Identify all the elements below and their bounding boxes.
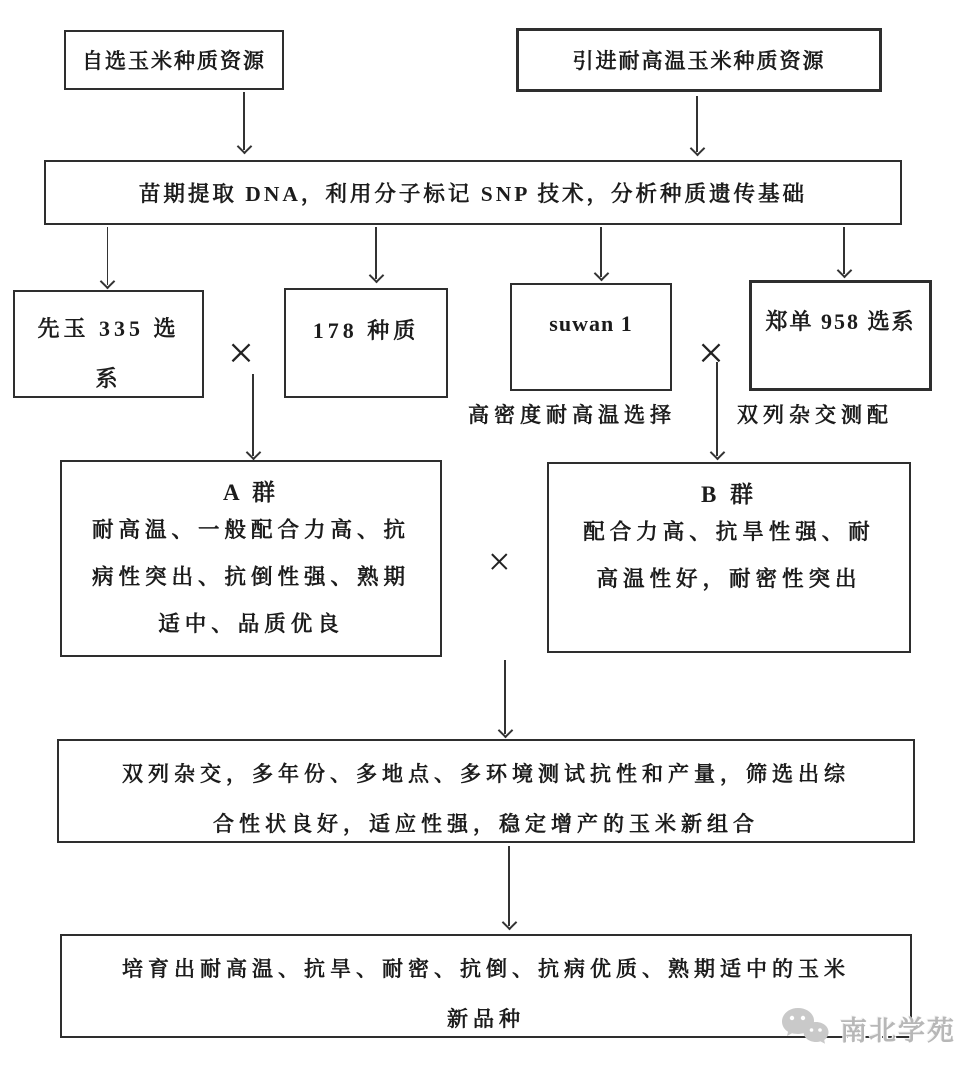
node-group-b-title: B 群 [700,482,758,507]
node-xianyu-335-line2: 系 [95,366,122,391]
node-new-variety-line1: 培育出耐高温、抗旱、耐密、抗倒、抗病优质、熟期适中的玉米 [122,957,850,981]
arrow-down-icon [243,92,245,150]
arrow-down-icon [252,374,254,456]
node-new-variety [60,934,912,1038]
node-zhengdan-958-label: 郑单 958 选系 [765,309,916,334]
watermark-text: 南北学苑 [840,1015,956,1046]
node-self-selected-germplasm-label: 自选玉米种质资源 [82,49,266,73]
node-178-germplasm [284,288,448,398]
node-self-selected-germplasm [64,30,284,90]
node-xianyu-335-line1: 先玉 335 选 [37,316,180,341]
label-high-density-selection: 高密度耐高温选择 [468,403,676,427]
node-178-germplasm-label: 178 种质 [312,318,420,343]
node-suwan1-label: suwan 1 [549,311,633,336]
node-dna-snp-analysis [44,160,902,225]
node-zhengdan-958 [749,280,932,391]
node-group-a-line2: 病性突出、抗倒性强、熟期 [91,565,410,589]
node-diallel-testing-line1: 双列杂交，多年份、多地点、多环境测试抗性和产量，筛选出综 [122,762,850,786]
arrow-down-icon [843,227,845,274]
arrow-down-icon [600,227,602,277]
node-group-a-title: A 群 [222,480,280,505]
cross-symbol-1: × [228,327,254,378]
node-group-a-line1: 耐高温、一般配合力高、抗 [91,518,410,542]
arrow-down-icon [107,227,108,285]
arrow-down-icon [696,96,698,152]
node-group-b-line2: 高温性好，耐密性突出 [596,567,862,591]
node-diallel-testing [57,739,915,843]
node-group-b-line1: 配合力高、抗旱性强、耐 [583,520,875,544]
arrow-down-icon [716,362,718,456]
node-dna-snp-analysis-label: 苗期提取 DNA，利用分子标记 SNP 技术，分析种质遗传基础 [138,182,808,206]
cross-symbol-2: × [698,327,724,378]
node-imported-germplasm [516,28,882,92]
label-diallel-testcross: 双列杂交测配 [737,403,893,427]
node-suwan1 [510,283,672,391]
node-diallel-testing-line2: 合性状良好，适应性强，稳定增产的玉米新组合 [213,812,759,836]
cross-symbol-3: × [488,539,511,584]
node-new-variety-line2: 新品种 [447,1007,525,1031]
node-group-a-line3: 适中、品质优良 [158,612,344,636]
arrow-down-icon [504,660,506,734]
arrow-down-icon [375,227,377,279]
node-xianyu-335 [13,290,204,398]
arrow-down-icon [508,846,510,926]
node-group-a [60,460,442,657]
node-imported-germplasm-label: 引进耐高温玉米种质资源 [572,49,826,73]
node-group-b [547,462,911,653]
